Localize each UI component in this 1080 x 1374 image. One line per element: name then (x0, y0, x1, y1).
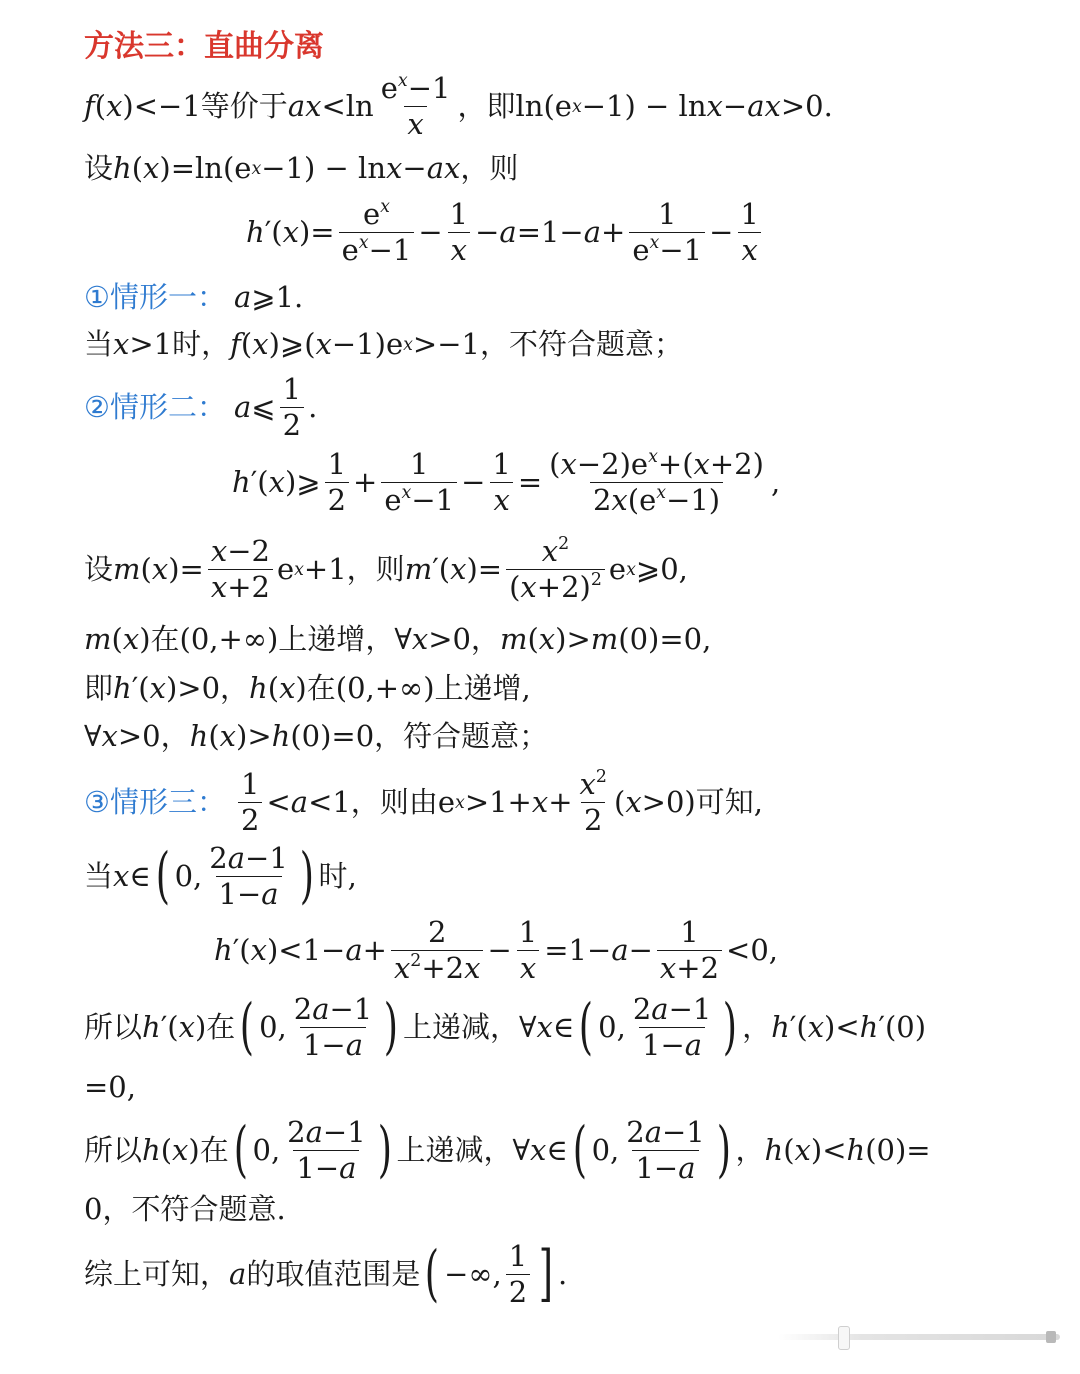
text-suoyi-2: 所以 (84, 1133, 143, 1167)
text-zongshang: 综上可知， (84, 1257, 230, 1291)
text-she: 设 (84, 151, 114, 185)
text-inc-2: 上递增 (434, 671, 522, 705)
line-case-3: ③情形三： 1 2 < a <1， 则由 e x >1+ x + $x^2$ 2 ( x >0) 可知 , (84, 766, 763, 837)
case-2-label: ②情形二： (84, 390, 226, 424)
line-hprime-decreasing: 所以 h ′( x ) 在 ( 0, 2a−1 1−a ) 上递减 ，∀ x ∈ ( 0, 2a−1 1−a ) ， h ′( x )< h ′(0) (84, 991, 927, 1063)
text-zeyou: 则由 (379, 785, 438, 819)
text-dec-2: 上递减 (396, 1133, 484, 1167)
text-notfit: 不符合题意 (508, 327, 654, 361)
text-kezhi: 可知 (695, 785, 754, 819)
scrollbar-end-icon (1046, 1331, 1056, 1343)
text-range: 的取值范围是 (246, 1257, 421, 1291)
line-define-h: 设 h ( x )=ln(e x −1) − ln x − ax ， 则 (84, 151, 519, 185)
text-notfit-2: 不符合题意 (131, 1192, 277, 1226)
text-ji-2: 即 (84, 671, 114, 705)
page-title: 方法三：直曲分离 (84, 29, 324, 64)
text-shi: 时 (172, 327, 202, 361)
text-ze: 则 (489, 151, 519, 185)
line-h-derivative: h ′( x )= $e^x$ $e^x-1$ − 1 x − a =1− a + 1 $e^x-1$ − 1 x (246, 196, 759, 267)
line-case-2-ineq: h ′( x )⩾ 1 2 + 1 $e^x-1$ − 1 x = $(x-2)e^x+(x+2)$ $2x(e^x-1)$ , (232, 446, 781, 517)
line-summary: 综上可知， a 的取值范围是 ( −∞, 1 2 ] . (84, 1238, 568, 1310)
line-case-1: ①情形一： a ⩾1. (84, 280, 304, 314)
line-case-3-conclusion: 0， 不符合题意 . (84, 1192, 286, 1226)
text-ze-2: 则 (375, 552, 405, 586)
text-inc: 上递增 (278, 622, 366, 656)
line-interval: 当 x ∈ ( 0, 2a−1 1−a ) 时 , (84, 840, 357, 912)
text-suoyi: 所以 (84, 1010, 143, 1044)
horizontal-scrollbar[interactable] (778, 1326, 1060, 1348)
line-define-m: 设 m ( x )= x−2 x+2 e x +1， 则 m ′( x )= $x^2$ $(x+2)^2$ e x ⩾0, (84, 533, 688, 604)
text-zai-2: 在 (306, 671, 336, 705)
line-case-2: ②情形二： a ⩽ 1 2 . (84, 372, 318, 442)
scrollbar-track[interactable] (778, 1334, 1060, 1340)
line-h-increasing: 即 h ′( x )>0， h ( x ) 在 (0,+∞) 上递增 , (84, 671, 531, 705)
text-dengjiayu: 等价于 (200, 89, 288, 123)
line-case-1-body: 当 x >1 时 ， f ( x )⩾( x −1)e x >−1， 不符合题意 ； (84, 327, 684, 361)
case-1-label: ①情形一： (84, 280, 226, 314)
text-fit: 符合题意 (403, 719, 520, 753)
line-equivalence: f ( x )<−1 等价于 ax <ln $e^x-1$ x ， 即 ln(e x −1) − ln x − ax >0. (84, 70, 833, 141)
text-dec: 上递减 (403, 1010, 491, 1044)
text-zai-4: 在 (199, 1133, 229, 1167)
text-she-2: 设 (84, 552, 114, 586)
scrollbar-handle[interactable] (838, 1326, 850, 1350)
line-eq-zero: =0, (84, 1070, 136, 1104)
text-shi-2: 时 (318, 859, 348, 893)
case-3-label: ③情形三： (84, 785, 226, 819)
line-case-3-ineq: h ′( x )<1− a + 2 $x^2+2x$ − 1 x =1− a − 1 x+2 <0, (214, 915, 778, 985)
text-dang-2: 当 (84, 859, 114, 893)
line-h-decreasing: 所以 h ( x ) 在 ( 0, 2a−1 1−a ) 上递减 ，∀ x ∈ ( 0, 2a−1 1−a ) ， h ( x )< h (0)= (84, 1114, 931, 1186)
line-case-2-conclusion: ∀ x >0， h ( x )> h (0)=0， 符合题意 ； (84, 719, 549, 753)
line-m-increasing: m ( x ) 在 (0,+∞) 上递增 ，∀ x >0， m ( x )> m (0)=0, (84, 622, 712, 656)
text-dang: 当 (84, 327, 114, 361)
text-zai: 在 (150, 622, 180, 656)
text-zai-3: 在 (206, 1010, 236, 1044)
text-ji: 即 (486, 89, 516, 123)
